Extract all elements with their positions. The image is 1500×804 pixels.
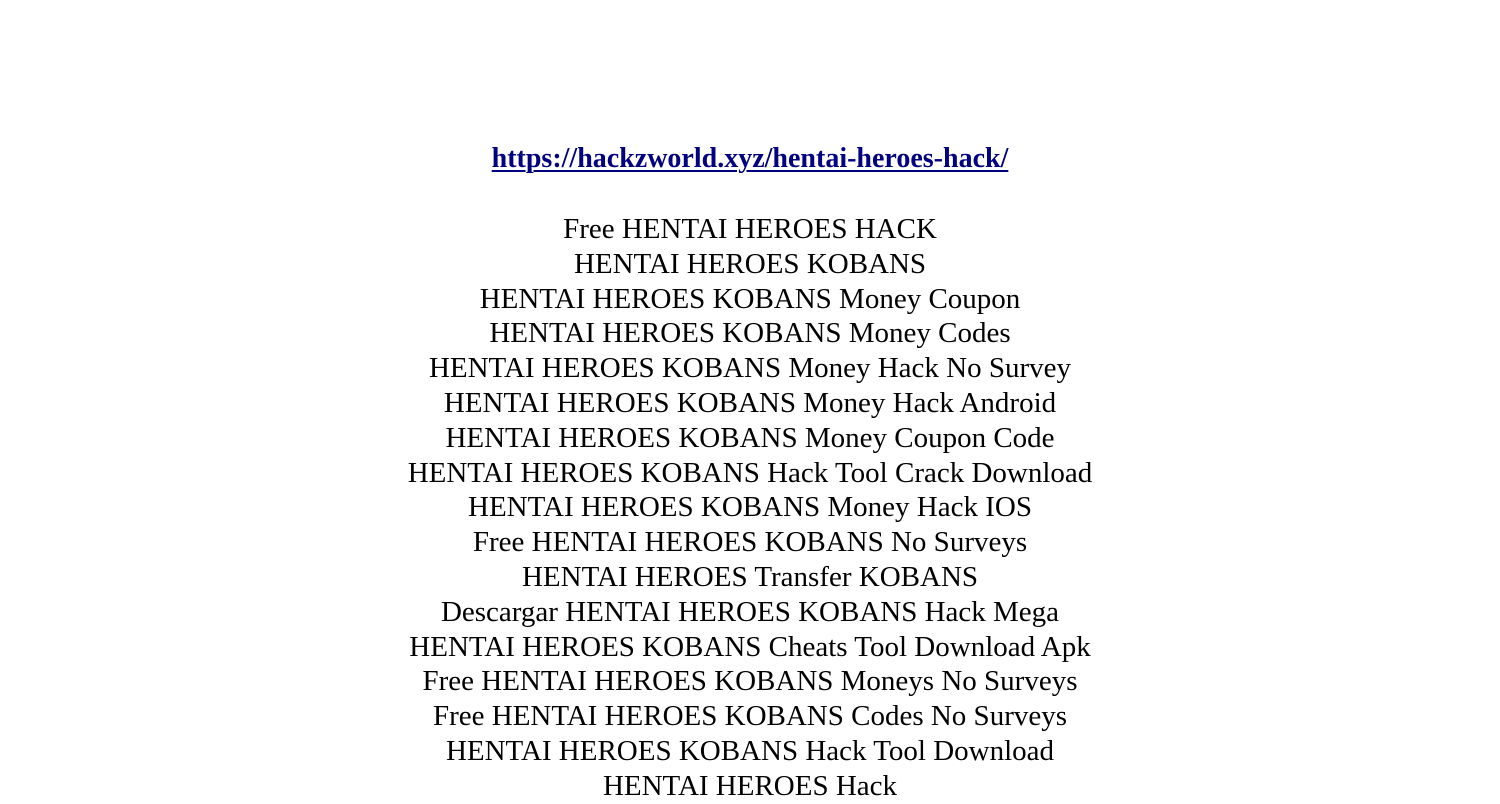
text-line: Free HENTAI HEROES KOBANS Codes No Surveys	[432, 700, 1068, 733]
text-line: Free HENTAI HEROES KOBANS Moneys No Surveys	[422, 665, 1078, 698]
text-line: HENTAI HEROES KOBANS	[573, 247, 927, 280]
text-line: Free HENTAI HEROES KOBANS No Surveys	[472, 526, 1028, 559]
text-line: HENTAI HEROES KOBANS Hack Tool Crack Download	[407, 456, 1093, 489]
link-block	[0, 143, 1500, 175]
hack-link[interactable]: https://hackzworld.xyz/hentai-heroes-hack/	[491, 143, 1009, 174]
text-line: HENTAI HEROES KOBANS Money Hack Android	[443, 386, 1057, 419]
text-line: HENTAI HEROES KOBANS Money Hack IOS	[468, 491, 1032, 524]
text-line: HENTAI HEROES KOBANS Cheats Tool Download Apk	[409, 630, 1091, 663]
text-line: HENTAI HEROES KOBANS Money Coupon	[479, 282, 1021, 315]
text-line: Free HENTAI HEROES HACK	[563, 213, 937, 245]
text-line: HENTAI HEROES Transfer KOBANS	[521, 560, 979, 593]
text-line: Descargar HENTAI HEROES KOBANS Hack Mega	[440, 595, 1060, 628]
text-line: HENTAI HEROES KOBANS Money Coupon Code	[445, 421, 1055, 454]
text-line: HENTAI HEROES KOBANS Hack Tool Download	[445, 734, 1055, 767]
text-lines	[0, 212, 1500, 804]
text-line: HENTAI HEROES Hack	[602, 769, 898, 802]
text-line: HENTAI HEROES KOBANS Money Codes	[489, 317, 1011, 350]
text-line: HENTAI HEROES KOBANS Money Hack No Survey	[428, 352, 1072, 385]
